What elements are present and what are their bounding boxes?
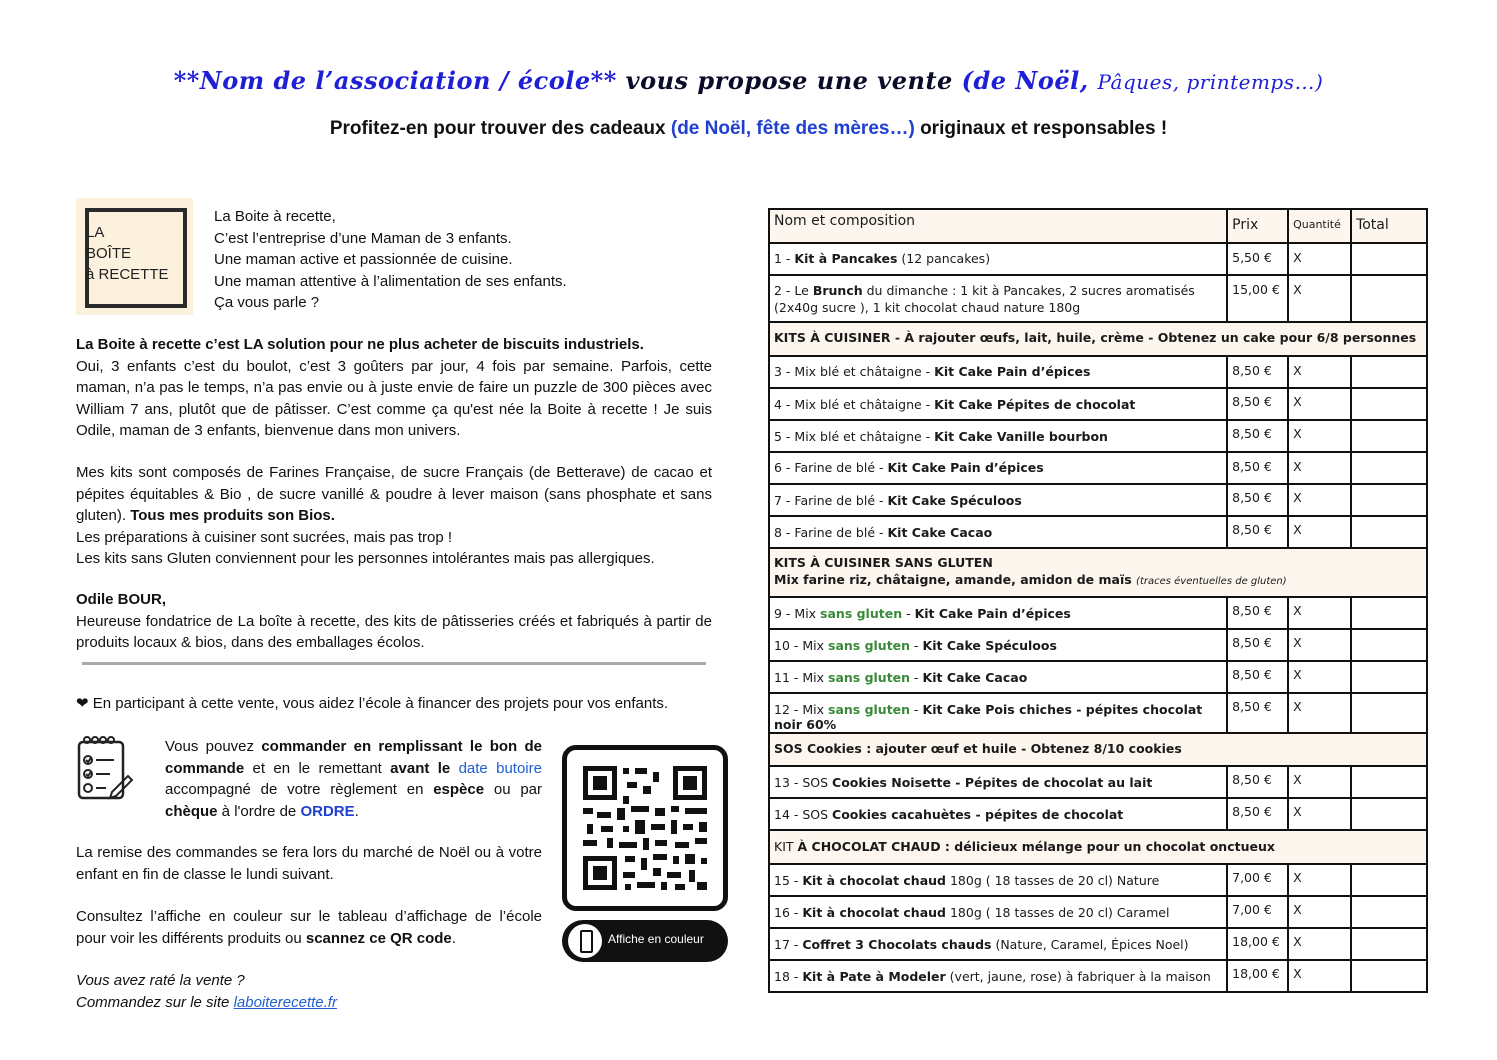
table-row <box>769 896 1427 928</box>
missed-sale-line-1: Vous avez raté la vente ? <box>76 972 245 989</box>
item-number: 6 - Farine de blé - <box>774 460 888 475</box>
table-header <box>769 209 1427 243</box>
delivery-text: La remise des commandes se fera lors du marché de Noël ou à votre enfant en fin de classe le lundi suivant. <box>76 844 542 883</box>
table-row <box>769 388 1427 420</box>
order-bold-4: chèque <box>165 802 218 820</box>
section-gluten-free-title: KITS À CUISINER SANS GLUTEN <box>774 555 993 570</box>
table-row <box>769 516 1427 548</box>
section-row <box>769 322 1427 356</box>
item-total[interactable] <box>1351 928 1427 960</box>
item-quantity[interactable]: X <box>1288 516 1351 548</box>
item-detail: du dimanche : 1 kit à Pancakes, 2 sucres aromatisés (2x40g sucre ), 1 kit chocolat chaud nature 180g <box>774 283 1195 315</box>
item-price: 8,50 € <box>1227 356 1288 388</box>
item-name: Kit à Pancakes <box>794 251 898 266</box>
item-total[interactable] <box>1351 960 1427 992</box>
intro-line: Une maman attentive à l’alimentation de ses enfants. <box>214 272 567 290</box>
missed-sale-line-2: Commandez sur le site <box>76 993 234 1011</box>
table-row <box>769 928 1427 960</box>
kits-line-3: Les kits sans Gluten conviennent pour les personnes intolérantes mais pas allergiques. <box>76 550 655 567</box>
order-bold-2: avant le <box>390 759 451 777</box>
item-price: 8,50 € <box>1227 388 1288 420</box>
item-total[interactable] <box>1351 864 1427 896</box>
section-gluten-free-sub: Mix farine riz, châtaigne, amande, amidon de maïs <box>774 572 1137 587</box>
item-quantity[interactable]: X <box>1288 484 1351 516</box>
intro-text <box>214 206 567 314</box>
item-quantity[interactable]: X <box>1288 960 1351 992</box>
item-price: 8,50 € <box>1227 484 1288 516</box>
table-row <box>769 243 1427 275</box>
qr-code-graphic <box>567 750 723 906</box>
color-poster-label: Affiche en couleur <box>608 932 704 946</box>
gluten-free-label: sans gluten <box>828 670 911 685</box>
order-instructions <box>165 736 542 822</box>
gluten-free-label: sans gluten <box>828 638 911 653</box>
section-hot-chocolate-pre: KIT <box>774 839 798 854</box>
poster-text-2: . <box>451 929 456 947</box>
item-quantity[interactable]: X <box>1288 420 1351 452</box>
item-price: 18,00 € <box>1227 928 1288 960</box>
item-name: Kit Cake Spéculoos <box>922 638 1057 653</box>
section-kits: KITS À CUISINER - À rajouter œufs, lait, huile, crème - Obtenez un cake pour 6/8 personnes <box>769 322 1427 356</box>
intro-line: C’est l’entreprise d’une Maman de 3 enfants. <box>214 229 512 247</box>
item-separator: - <box>902 606 915 621</box>
poster-text-1: Consultez l’affiche en couleur sur le tableau d’affichage de l’école pour voir les différents produits ou <box>76 908 542 947</box>
logo-line-2: BOÎTE <box>86 245 132 262</box>
table-row <box>769 356 1427 388</box>
subtitle-occasion: (de Noël, fête des mères…) <box>670 118 915 139</box>
kits-line-2: Les préparations à cuisiner sont sucrées, mais pas trop ! <box>76 528 453 546</box>
kits-text: Mes kits sont composés de Farines Française, de sucre Français (de Betterave) de cacao et pépites équitables & Bio , de sucre vanillé & poudre à lever maison (sans phosphate et sans gluten). <box>76 464 712 524</box>
item-number: 15 - <box>774 873 803 888</box>
item-price: 8,50 € <box>1227 693 1288 733</box>
item-name: Kit Cake Pépites de chocolat <box>934 397 1136 412</box>
section-row <box>769 548 1427 597</box>
item-name: Kit à chocolat chaud <box>802 905 946 920</box>
order-text-4: ou par <box>484 781 542 798</box>
item-total[interactable] <box>1351 693 1427 733</box>
item-quantity[interactable]: X <box>1288 629 1351 661</box>
gluten-free-label: sans gluten <box>820 606 903 621</box>
intro-line: La Boite à recette, <box>214 208 336 225</box>
signature-text: Heureuse fondatrice de La boîte à recette, des kits de pâtisseries créés et fabriqués à partir de produits locaux & bios, dans des emballages écolos. <box>76 612 712 651</box>
table-row <box>769 766 1427 798</box>
title-middle: vous propose une vente <box>616 66 962 95</box>
order-text-2: et en le remettant <box>244 759 391 777</box>
item-number: 7 - Farine de blé - <box>774 493 888 508</box>
item-number: 10 - Mix <box>774 638 828 653</box>
order-text-6: . <box>354 802 359 820</box>
item-total[interactable] <box>1351 243 1427 275</box>
kits-bio: Tous mes produits son Bios. <box>130 507 335 524</box>
page-title <box>0 66 1497 95</box>
item-price: 8,50 € <box>1227 452 1288 484</box>
item-total[interactable] <box>1351 516 1427 548</box>
order-text-5: à l'ordre de <box>217 802 301 820</box>
table-row <box>769 275 1427 322</box>
item-detail: (vert, jaune, rose) à fabriquer à la maison <box>945 969 1211 984</box>
section-row <box>769 830 1427 864</box>
item-number: 1 - <box>774 251 795 266</box>
order-deadline: date butoire <box>450 759 542 777</box>
item-name: Kit à Pate à Modeler <box>802 969 946 984</box>
qr-code[interactable] <box>562 745 728 911</box>
item-number: 2 - Le <box>774 283 813 298</box>
intro-line: Ça vous parle ? <box>214 294 320 311</box>
item-quantity[interactable]: X <box>1288 597 1351 629</box>
item-name: Coffret 3 Chocolats chauds <box>802 937 992 952</box>
header-name: Nom et composition <box>769 209 1227 243</box>
item-name: Cookies Noisette - Pépites de chocolat au lait <box>832 775 1153 790</box>
item-number: 12 - Mix <box>774 702 828 717</box>
item-separator: - <box>910 702 923 717</box>
item-name: Kit Cake Pain d’épices <box>934 364 1091 379</box>
table-row <box>769 629 1427 661</box>
story-text: Oui, 3 enfants c’est du boulot, c’est 3 goûters par jour, 4 fois par semaine. Parfois, cette maman, n’a pas le temps, n’a pas envie ou à juste envie de faire un puzzle de 300 pièces avec William 7 ans, plutôt que de pâtisser. C’est comme ça qu'est née la Boite à recette ! Je suis Odile, maman de 3 enfants, bienvenue dans mon univers. <box>76 357 712 439</box>
signature-paragraph <box>76 589 712 654</box>
item-name: Kit à chocolat chaud <box>802 873 946 888</box>
section-cookies: SOS Cookies : ajouter œuf et huile - Obtenez 8/10 cookies <box>769 733 1427 766</box>
item-number: 11 - Mix <box>774 670 828 685</box>
item-total[interactable] <box>1351 420 1427 452</box>
section-hot-chocolate <box>769 830 1427 864</box>
item-total[interactable] <box>1351 597 1427 629</box>
item-number: 17 - <box>774 937 803 952</box>
title-occasion: (de Noël, <box>961 66 1098 95</box>
poster-bold: scannez ce QR code <box>305 929 452 947</box>
logo-line-1: LA <box>86 224 105 241</box>
item-name: Brunch <box>812 283 863 298</box>
table-row <box>769 452 1427 484</box>
missed-sale <box>76 970 337 1013</box>
item-separator: - <box>910 670 923 685</box>
item-total[interactable] <box>1351 275 1427 322</box>
website-link[interactable]: laboiterecette.fr <box>233 993 337 1011</box>
table-row <box>769 693 1427 733</box>
item-detail: 180g ( 18 tasses de 20 cl) Caramel <box>946 905 1170 920</box>
subtitle-part-2: originaux et responsables ! <box>914 118 1168 139</box>
item-price: 7,00 € <box>1227 896 1288 928</box>
title-association: **Nom de l’association / école** <box>173 66 617 95</box>
color-poster-button[interactable] <box>562 920 728 962</box>
header-quantity: Quantité <box>1288 209 1351 243</box>
item-price: 7,00 € <box>1227 864 1288 896</box>
item-price: 8,50 € <box>1227 516 1288 548</box>
order-text-1: Vous pouvez <box>165 738 262 755</box>
item-name: Cookies cacahuètes - pépites de chocolat <box>832 807 1124 822</box>
header-total: Total <box>1351 209 1427 243</box>
subtitle-part-1: Profitez-en pour trouver des cadeaux <box>329 118 671 139</box>
order-bold-3: espèce <box>433 781 485 798</box>
item-total[interactable] <box>1351 452 1427 484</box>
item-number: 18 - <box>774 969 803 984</box>
item-separator: - <box>910 638 923 653</box>
item-name: Kit Cake Pain d’épices <box>887 460 1044 475</box>
item-price: 8,50 € <box>1227 597 1288 629</box>
divider <box>82 662 706 665</box>
item-total[interactable] <box>1351 629 1427 661</box>
item-quantity[interactable]: X <box>1288 798 1351 830</box>
item-quantity[interactable]: X <box>1288 356 1351 388</box>
section-hot-chocolate-title: À CHOCOLAT CHAUD : délicieux mélange pour un chocolat onctueux <box>797 839 1275 854</box>
item-detail: (Nature, Caramel, Épices Noel) <box>991 937 1189 952</box>
section-row <box>769 733 1427 766</box>
item-name: Kit Cake Pain d’épices <box>914 606 1071 621</box>
item-total[interactable] <box>1351 661 1427 693</box>
item-number: 5 - Mix blé et châtaigne - <box>774 429 935 444</box>
item-number: 4 - Mix blé et châtaigne - <box>774 397 935 412</box>
item-quantity[interactable]: X <box>1288 452 1351 484</box>
support-text: ❤ En participant à cette vente, vous aidez l’école à financer des projets pour vos enfants. <box>76 695 669 712</box>
table-row <box>769 960 1427 992</box>
item-name: Kit Cake Cacao <box>887 525 993 540</box>
section-gluten-free-note: (traces éventuelles de gluten) <box>1136 576 1287 587</box>
item-quantity[interactable]: X <box>1288 693 1351 733</box>
item-number: 14 - SOS <box>774 807 833 822</box>
table-row <box>769 798 1427 830</box>
story-paragraph <box>76 334 712 442</box>
table-row <box>769 864 1427 896</box>
brand-logo <box>76 198 193 315</box>
item-total[interactable] <box>1351 484 1427 516</box>
item-name: Kit Cake Cacao <box>922 670 1028 685</box>
page-subtitle <box>0 118 1497 140</box>
item-price: 8,50 € <box>1227 420 1288 452</box>
title-occasion-2: Pâques, printemps…) <box>1097 70 1324 94</box>
header-price: Prix <box>1227 209 1288 243</box>
item-number: 16 - <box>774 905 803 920</box>
item-price: 18,00 € <box>1227 960 1288 992</box>
item-name: Kit Cake Vanille bourbon <box>934 429 1108 444</box>
logo-line-3: à RECETTE <box>86 266 169 283</box>
item-number: 8 - Farine de blé - <box>774 525 888 540</box>
poster-text <box>76 906 542 949</box>
table-row <box>769 661 1427 693</box>
item-quantity[interactable]: X <box>1288 243 1351 275</box>
table-row <box>769 484 1427 516</box>
item-price: 8,50 € <box>1227 766 1288 798</box>
order-bold-1: commander en remplissant le bon de commande <box>165 738 542 777</box>
item-price: 8,50 € <box>1227 661 1288 693</box>
item-total[interactable] <box>1351 896 1427 928</box>
table-row <box>769 420 1427 452</box>
item-quantity[interactable]: X <box>1288 766 1351 798</box>
item-detail: 180g ( 18 tasses de 20 cl) Nature <box>946 873 1160 888</box>
item-name: Kit Cake Spéculoos <box>887 493 1022 508</box>
item-quantity[interactable]: X <box>1288 275 1351 322</box>
item-number: 3 - Mix blé et châtaigne - <box>774 364 935 379</box>
logo-text <box>86 222 169 285</box>
story-headline: La Boite à recette c’est LA solution pour ne plus acheter de biscuits industriels. <box>76 336 644 353</box>
item-total[interactable] <box>1351 388 1427 420</box>
item-price: 8,50 € <box>1227 629 1288 661</box>
table-row <box>769 597 1427 629</box>
item-quantity[interactable]: X <box>1288 388 1351 420</box>
order-text-3: accompagné de votre règlement en <box>165 781 434 798</box>
item-price: 8,50 € <box>1227 798 1288 830</box>
item-detail: (12 pancakes) <box>897 251 991 266</box>
gluten-free-label: sans gluten <box>828 702 911 717</box>
item-quantity[interactable]: X <box>1288 661 1351 693</box>
item-price: 5,50 € <box>1227 243 1288 275</box>
item-total[interactable] <box>1351 356 1427 388</box>
section-gluten-free <box>769 548 1427 597</box>
item-number: 13 - SOS <box>774 775 833 790</box>
checklist-icon <box>76 736 134 802</box>
item-quantity[interactable]: X <box>1288 928 1351 960</box>
kits-paragraph <box>76 462 712 570</box>
item-price: 15,00 € <box>1227 275 1288 322</box>
item-total[interactable] <box>1351 766 1427 798</box>
order-payee: ORDRE <box>300 802 355 820</box>
item-total[interactable] <box>1351 798 1427 830</box>
smartphone-icon <box>568 924 602 958</box>
item-quantity[interactable]: X <box>1288 864 1351 896</box>
order-table <box>768 208 1428 993</box>
item-quantity[interactable]: X <box>1288 896 1351 928</box>
signature-name: Odile BOUR, <box>76 591 167 608</box>
item-name: Kit Cake Pois chiches - pépites chocolat noir 60% <box>774 702 1203 732</box>
intro-line: Une maman active et passionnée de cuisine. <box>214 251 513 268</box>
item-number: 9 - Mix <box>774 606 821 621</box>
